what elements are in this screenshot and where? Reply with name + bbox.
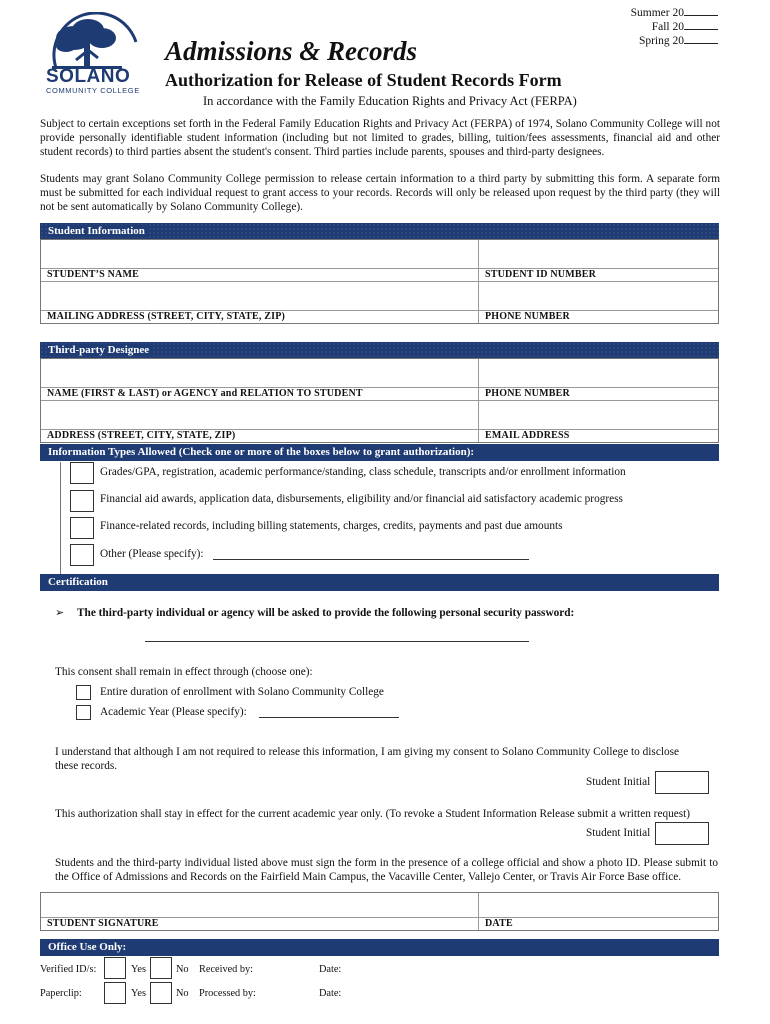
student-info-heading: Student Information	[40, 223, 719, 240]
received-date-label: Date:	[319, 964, 342, 975]
other-option-label: Other (Please specify):	[100, 548, 204, 560]
signature-date-field[interactable]	[479, 893, 718, 917]
page-title: Admissions & Records	[165, 36, 418, 66]
password-instruction: The third-party individual or agency will be asked to provide the following personal security password:	[77, 607, 575, 619]
third-party-phone-label: PHONE NUMBER	[485, 388, 570, 399]
logo-text	[46, 66, 146, 95]
signature-grid	[40, 892, 719, 931]
other-checkbox[interactable]	[70, 544, 94, 566]
security-password-input[interactable]	[145, 641, 529, 642]
other-specify-input[interactable]	[213, 559, 529, 560]
third-party-address-field[interactable]	[41, 401, 479, 429]
received-by-label: Received by:	[199, 964, 254, 975]
bullet-arrow-icon: ➢	[55, 607, 65, 619]
verified-no-label: No	[176, 964, 189, 975]
verified-no-checkbox[interactable]	[150, 957, 172, 979]
college-subtitle: COMMUNITY COLLEGE	[46, 86, 140, 95]
student-info-grid	[40, 239, 719, 324]
verified-id-label: Verified ID/s:	[40, 964, 97, 975]
student-initial-box-1[interactable]	[655, 771, 709, 794]
intro-paragraph-2: Students may grant Solano Community College permission to release certain information to a third party by submitting this form. A separate form must be submitted for each individual request to grant access to your records. Records will only be released upon request by the third party (they will not be sent automatically by Solano Community College).	[40, 173, 720, 213]
paperclip-no-checkbox[interactable]	[150, 982, 172, 1004]
paperclip-label: Paperclip:	[40, 988, 82, 999]
third-party-email-field[interactable]	[479, 401, 718, 429]
ferpa-line: In accordance with the Family Education Rights and Privacy Act (FERPA)	[203, 94, 577, 108]
third-party-name-field[interactable]	[41, 359, 479, 387]
signature-date-label: DATE	[485, 918, 513, 929]
verified-yes-label: Yes	[131, 964, 146, 975]
intro-paragraph-1: Subject to certain exceptions set forth in the Federal Family Education Rights and Privacy Act (FERPA) of 1974, Solano Community College will not provide personally identifiable student information (including but not limited to grades, billing, tuition/fees assessments, financial aid and other student records) to third parties absent the student's consent. Third parties include parents, spouses and third-party designees.	[40, 118, 720, 158]
processed-by-label: Processed by:	[199, 988, 256, 999]
entire-enrollment-checkbox[interactable]	[76, 685, 91, 700]
form-title: Authorization for Release of Student Records Form	[165, 70, 562, 90]
term-summer[interactable]: Summer 20	[631, 6, 718, 20]
third-party-grid	[40, 358, 719, 443]
office-use-heading: Office Use Only:	[40, 939, 719, 956]
student-initial-label-2: Student Initial	[586, 827, 651, 839]
student-name-field[interactable]	[41, 240, 479, 268]
financial-aid-checkbox[interactable]	[70, 490, 94, 512]
signing-instructions: Students and the third-party individual listed above must sign the form in the presence of a college official and show a photo ID. Please submit to the Office of Admissions and Records on the Fairfield Main Campus, the Vacaville Center, Vallejo Center, or Travis Air Force Base office.	[55, 857, 718, 883]
paperclip-no-label: No	[176, 988, 189, 999]
academic-year-input[interactable]	[259, 717, 399, 718]
paperclip-yes-label: Yes	[131, 988, 146, 999]
finance-records-checkbox[interactable]	[70, 517, 94, 539]
processed-date-label: Date:	[319, 988, 342, 999]
term-spring[interactable]: Spring 20	[631, 34, 718, 48]
college-name: SOLANO	[46, 66, 131, 87]
student-phone-field[interactable]	[479, 282, 718, 310]
student-signature-field[interactable]	[41, 893, 479, 917]
grades-option-label: Grades/GPA, registration, academic performance/standing, class schedule, transcripts and/or enrollment information	[100, 466, 626, 478]
certification-heading: Certification	[40, 574, 719, 591]
finance-records-option-label: Finance-related records, including billing statements, charges, credits, payments and past due amounts	[100, 520, 563, 532]
student-initial-label-1: Student Initial	[586, 776, 651, 788]
student-signature-label: STUDENT SIGNATURE	[41, 918, 479, 930]
mailing-address-field[interactable]	[41, 282, 479, 310]
entire-enrollment-label: Entire duration of enrollment with Solano Community College	[100, 686, 384, 698]
student-id-field[interactable]	[479, 240, 718, 268]
term-fall[interactable]: Fall 20	[631, 20, 718, 34]
info-types-heading: Information Types Allowed (Check one or more of the boxes below to grant authorization):	[40, 444, 719, 461]
revoke-statement: This authorization shall stay in effect for the current academic year only. (To revoke a Student Information Release submit a written request)	[55, 808, 691, 820]
third-party-name-label: NAME (FIRST & LAST) or AGENCY and RELATION TO STUDENT	[41, 388, 479, 400]
academic-year-label: Academic Year (Please specify):	[100, 706, 247, 718]
consent-statement: I understand that although I am not required to release this information, I am giving my consent to Solano Community College to disclose these records.	[55, 746, 680, 772]
financial-aid-option-label: Financial aid awards, application data, disbursements, eligibility and/or financial aid satisfactory academic progress	[100, 493, 623, 505]
paperclip-yes-checkbox[interactable]	[104, 982, 126, 1004]
student-id-label: STUDENT ID NUMBER	[485, 269, 597, 280]
tree-logo-icon	[46, 12, 142, 72]
mailing-address-label: MAILING ADDRESS (STREET, CITY, STATE, ZIP)	[41, 311, 479, 323]
student-name-label: STUDENT’S NAME	[41, 269, 479, 281]
academic-year-checkbox[interactable]	[76, 705, 91, 720]
student-initial-box-2[interactable]	[655, 822, 709, 845]
third-party-address-label: ADDRESS (STREET, CITY, STATE, ZIP)	[41, 430, 479, 442]
grades-checkbox[interactable]	[70, 462, 94, 484]
student-phone-label: PHONE NUMBER	[485, 311, 570, 322]
third-party-email-label: EMAIL ADDRESS	[485, 430, 570, 441]
consent-intro: This consent shall remain in effect through (choose one):	[55, 666, 313, 678]
term-selector	[631, 6, 718, 48]
verified-yes-checkbox[interactable]	[104, 957, 126, 979]
third-party-phone-field[interactable]	[479, 359, 718, 387]
third-party-heading: Third-party Designee	[40, 342, 719, 359]
